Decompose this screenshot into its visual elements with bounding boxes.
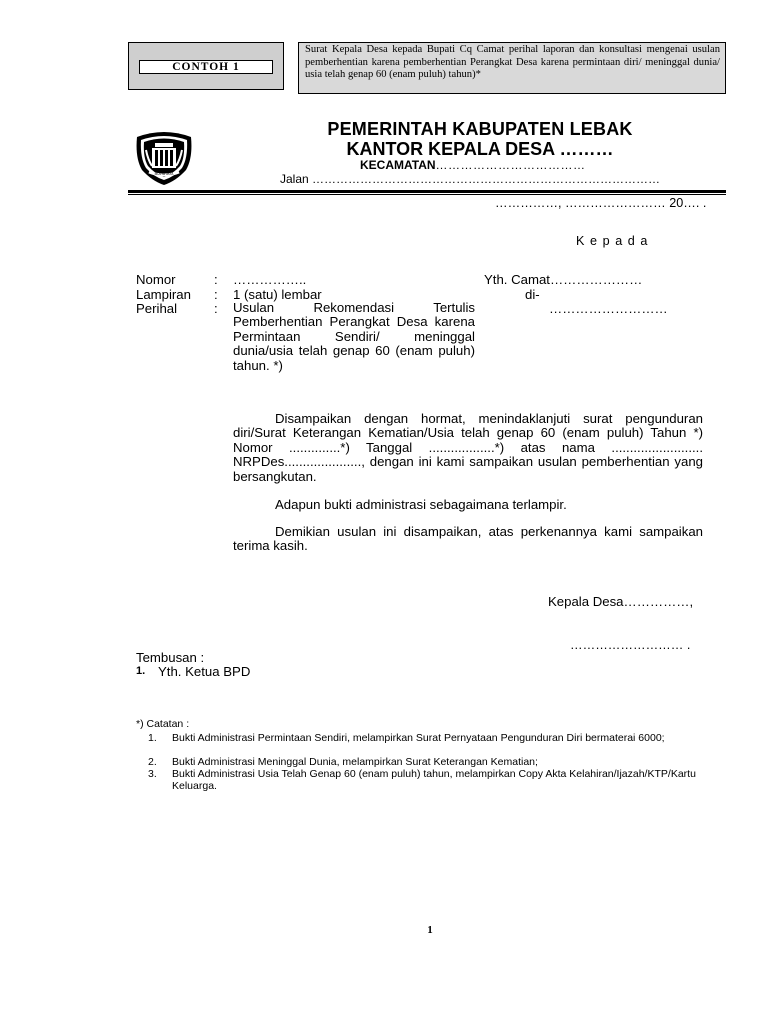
kepada-label: Kepada [576,234,654,248]
svg-text:MULYA JAYA: MULYA JAYA [154,172,174,176]
nomor-label: Nomor [136,272,176,287]
lampiran-label: Lampiran [136,287,191,302]
body-paragraph-2: Adapun bukti administrasi sebagaimana terlampir. [275,497,567,512]
signature-title: Kepala Desa……………, [548,594,694,609]
catatan-item: Bukti Administrasi Meninggal Dunia, melampirkan Surat Keterangan Kematian; [172,756,538,768]
catatan-item: Bukti Administrasi Usia Telah Genap 60 (enam puluh) tahun, melampirkan Copy Akta Kelahiran/Ijazah/KTP/Kartu Keluarga. [172,768,696,793]
perihal-colon: : [214,301,218,316]
nomor-value: …………….. [233,272,307,287]
catatan-item: Bukti Administrasi Permintaan Sendiri, melampirkan Surat Pernyataan Pengunduran Diri bermaterai 6000; [172,732,665,744]
page-number: 1 [427,924,433,936]
letterhead-divider-thin [128,194,726,195]
letterhead-address: Jalan …………………………………………………………………………… [280,172,661,186]
addressee-line-3: ……………………… [549,301,668,316]
addressee-line-1: Yth. Camat………………… [484,272,643,287]
catatan-item-number: 1. [148,732,157,744]
tembusan-label: Tembusan : [136,650,205,665]
letterhead-kecamatan [360,158,586,172]
catatan-label: *) Catatan : [136,718,190,730]
catatan-item-number: 2. [148,756,157,768]
letterhead-line-2: KANTOR KEPALA DESA ……… [346,139,614,159]
tembusan-item: Yth. Ketua BPD [158,664,251,679]
perihal-label: Perihal [136,301,178,316]
letterhead-divider-thick [128,190,726,193]
place-date: ……………, …………………… 20…. . [495,196,707,210]
kecamatan-label: KECAMATAN [360,158,436,172]
body-paragraph-3: Demikian usulan ini disampaikan, atas perkenannya kami sampaikan terima kasih. [233,524,703,554]
lampiran-colon: : [214,287,218,302]
letterhead-line-1: PEMERINTAH KABUPATEN LEBAK [327,119,633,139]
perihal-value: Usulan Rekomendasi Tertulis Pemberhentian Perangkat Desa karena Permintaan Sendiri/ meninggal dunia/usia telah genap 60 (enam puluh) tahun. *) [233,300,475,373]
note-box: Surat Kepala Desa kepada Bupati Cq Camat perihal laporan dan konsultasi mengenai usulan pemberhentian karena pemberhentian Perangkat Desa karena permintaan diri/ meninggal dunia/ usia telah genap 60 (enam puluh) tahun)* [298,42,726,94]
tembusan-item-number: 1. [136,665,146,677]
example-label-box [128,42,284,90]
addressee-line-2: di- [525,287,540,302]
body-paragraph-1: Disampaikan dengan hormat, menindaklanjuti surat pengunduran diri/Surat Keterangan Kematian/Usia telah genap 60 (enam puluh) Tahun *) Nomor ..............*) Tanggal ..................*) atas nama ......................... NRPDes....................., dengan ini kami sampaikan usulan pemberhentian yang bersangkutan. [233,411,703,484]
lampiran-value: 1 (satu) lembar [233,287,322,302]
catatan-item-number: 3. [148,768,157,780]
lebak-regency-emblem-icon [130,128,198,186]
example-label: CONTOH 1 [139,60,273,74]
kecamatan-dots: ……………………………… [435,158,586,172]
signature-name: ……………………… . [570,638,691,652]
nomor-colon: : [214,272,218,287]
